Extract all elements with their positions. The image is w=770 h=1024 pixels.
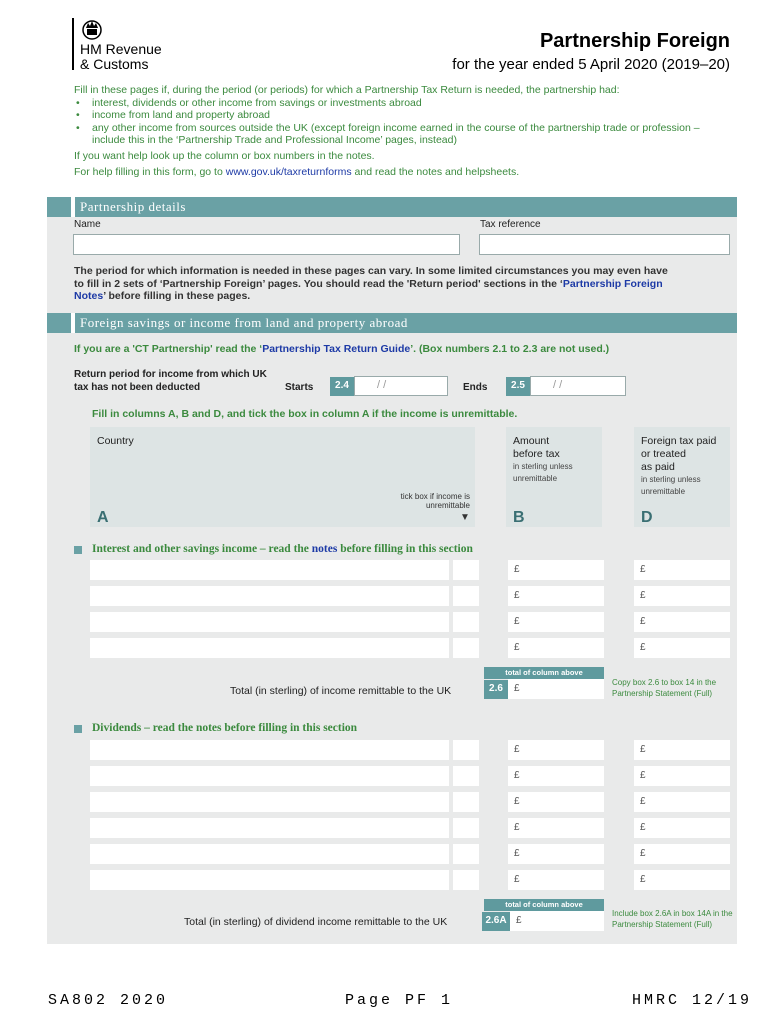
dividend-foreign-tax-field[interactable]: £ xyxy=(634,792,730,812)
logo-bar xyxy=(72,18,74,70)
name-label: Name xyxy=(74,219,101,230)
dividend-country-field[interactable] xyxy=(90,792,449,812)
dividend-foreign-tax-field[interactable]: £ xyxy=(634,766,730,786)
box-2-6-number: 2.6 xyxy=(484,680,508,699)
intro-help2: For help filling in this form, go to www.gov.uk/taxreturnforms and read the notes and helpsheets. xyxy=(74,165,520,178)
interest-total-label: Total (in sterling) of income remittable to the UK xyxy=(230,685,452,697)
arrow-down-icon: ▼ xyxy=(460,512,470,523)
starts-label: Starts xyxy=(285,382,314,393)
dividend-amount-field[interactable]: £ xyxy=(508,844,604,864)
column-b-title: Amount before tax xyxy=(513,435,560,460)
page-subtitle: for the year ended 5 April 2020 (2019–20) xyxy=(452,56,730,73)
interest-copy-note: Copy box 2.6 to box 14 in the Partnership Statement (Full) xyxy=(612,678,717,698)
intro-bullet: • income from land and property abroad xyxy=(74,109,734,122)
period-note: The period for which information is needed in these pages can vary. In some limited circumstances you may even have to fill in 2 sets of ‘Partnership Foreign’ pages. You should read the 'Return period' sections in the ‘Partnership Foreign Notes’ before filling in these pages. xyxy=(74,265,668,302)
hmrc-logo-text xyxy=(80,42,162,72)
column-d-title: Foreign tax paid or treated as paid xyxy=(641,435,717,473)
intro-help1: If you want help look up the column or box numbers in the notes. xyxy=(74,149,375,162)
dividends-heading: Dividends – read the notes before filling in this section xyxy=(92,722,358,734)
dividend-amount-field[interactable]: £ xyxy=(508,766,604,786)
fill-instruction: Fill in columns A, B and D, and tick the box in column A if the income is unremittable. xyxy=(92,408,518,420)
column-d-subtitle: in sterling unless unremittable xyxy=(641,475,701,496)
interest-total-header: total of column above xyxy=(484,667,604,679)
dividend-amount-field[interactable]: £ xyxy=(508,818,604,838)
interest-country-field[interactable] xyxy=(90,638,449,658)
return-period-label: Return period for income from which UK tax has not been deducted xyxy=(74,369,267,393)
start-date-field[interactable]: / / xyxy=(354,376,448,396)
org-line2: & Customs xyxy=(80,56,149,72)
dividend-unremittable-checkbox[interactable] xyxy=(453,818,479,838)
dividend-unremittable-checkbox[interactable] xyxy=(453,870,479,890)
dividend-foreign-tax-field[interactable]: £ xyxy=(634,870,730,890)
dividend-amount-field[interactable]: £ xyxy=(508,870,604,890)
column-a-tick-hint: tick box if income is unremittable xyxy=(400,492,470,510)
intro-text xyxy=(74,84,734,178)
ends-label: Ends xyxy=(463,382,488,393)
box-2-6-field[interactable]: £ xyxy=(508,679,604,699)
dividend-country-field[interactable] xyxy=(90,740,449,760)
interest-notes-link[interactable]: notes xyxy=(311,543,338,555)
section-partnership-details: Partnership details xyxy=(47,197,737,217)
org-line1: HM Revenue xyxy=(80,41,162,57)
column-a-header xyxy=(90,427,475,527)
interest-foreign-tax-field[interactable]: £ xyxy=(634,612,730,632)
dividends-total-header: total of column above xyxy=(484,899,604,911)
dividend-amount-field[interactable]: £ xyxy=(508,792,604,812)
interest-amount-field[interactable]: £ xyxy=(508,586,604,606)
tax-return-guide-link[interactable]: Partnership Tax Return Guide xyxy=(262,343,411,355)
section-bullet-icon xyxy=(74,725,82,733)
box-2-5-number: 2.5 xyxy=(506,377,530,396)
intro-bullets xyxy=(74,97,734,147)
interest-unremittable-checkbox[interactable] xyxy=(453,612,479,632)
section-foreign-savings: Foreign savings or income from land and property abroad xyxy=(47,313,737,333)
dividends-total-label: Total (in sterling) of dividend income remittable to the UK xyxy=(184,916,448,928)
dividend-unremittable-checkbox[interactable] xyxy=(453,766,479,786)
interest-foreign-tax-field[interactable]: £ xyxy=(634,586,730,606)
crown-crest-icon xyxy=(80,18,104,40)
dividend-country-field[interactable] xyxy=(90,870,449,890)
footer-version: HMRC 12/19 xyxy=(632,992,753,1009)
column-b-subtitle: in sterling unless unremittable xyxy=(513,462,573,483)
box-2-6a-field[interactable]: £ xyxy=(510,911,604,931)
dividend-foreign-tax-field[interactable]: £ xyxy=(634,740,730,760)
page-title: Partnership Foreign xyxy=(539,30,730,52)
notes-link[interactable]: Partnership Foreign Notes xyxy=(74,277,663,302)
taxref-field[interactable] xyxy=(479,234,730,255)
interest-country-field[interactable] xyxy=(90,560,449,580)
interest-country-field[interactable] xyxy=(90,612,449,632)
interest-unremittable-checkbox[interactable] xyxy=(453,560,479,580)
box-2-4-number: 2.4 xyxy=(330,377,354,396)
dividend-country-field[interactable] xyxy=(90,818,449,838)
section-bullet-icon xyxy=(74,546,82,554)
column-a-letter: A xyxy=(97,509,109,526)
column-a-title: Country xyxy=(97,435,134,447)
interest-foreign-tax-field[interactable]: £ xyxy=(634,560,730,580)
box-2-6a-number: 2.6A xyxy=(482,912,510,931)
dividends-copy-note: Include box 2.6A in box 14A in the Partnership Statement (Full) xyxy=(612,909,733,929)
interest-heading: Interest and other savings income – read the notes before filling in this section xyxy=(92,543,473,555)
dividend-amount-field[interactable]: £ xyxy=(508,740,604,760)
dividend-country-field[interactable] xyxy=(90,766,449,786)
ct-partnership-note: If you are a 'CT Partnership' read the ‘Partnership Tax Return Guide’. (Box numbers 2.1 to 2.3 are not used.) xyxy=(74,343,610,355)
dividend-unremittable-checkbox[interactable] xyxy=(453,844,479,864)
intro-lead: Fill in these pages if, during the period (or periods) for which a Partnership Tax Return is needed, the partnership had: xyxy=(74,84,620,96)
dividend-foreign-tax-field[interactable]: £ xyxy=(634,818,730,838)
interest-amount-field[interactable]: £ xyxy=(508,638,604,658)
interest-foreign-tax-field[interactable]: £ xyxy=(634,638,730,658)
dividend-unremittable-checkbox[interactable] xyxy=(453,740,479,760)
dividend-country-field[interactable] xyxy=(90,844,449,864)
footer-page: Page PF 1 xyxy=(345,992,454,1009)
intro-bullet: • interest, dividends or other income from savings or investments abroad xyxy=(74,97,734,110)
interest-unremittable-checkbox[interactable] xyxy=(453,586,479,606)
dividend-unremittable-checkbox[interactable] xyxy=(453,792,479,812)
interest-amount-field[interactable]: £ xyxy=(508,560,604,580)
name-field[interactable] xyxy=(73,234,460,255)
interest-amount-field[interactable]: £ xyxy=(508,612,604,632)
taxref-label: Tax reference xyxy=(480,219,541,230)
column-b-letter: B xyxy=(513,509,525,526)
end-date-field[interactable]: / / xyxy=(530,376,626,396)
footer-form-code: SA802 2020 xyxy=(48,992,169,1009)
gov-link[interactable]: www.gov.uk/taxreturnforms xyxy=(225,165,352,178)
interest-country-field[interactable] xyxy=(90,586,449,606)
dividend-foreign-tax-field[interactable]: £ xyxy=(634,844,730,864)
interest-unremittable-checkbox[interactable] xyxy=(453,638,479,658)
column-d-letter: D xyxy=(641,509,653,526)
intro-bullet: • any other income from sources outside the UK (except foreign income earned in the course of the partnership trade or profession – include this in the ‘Partnership Trade and Professional Income’ pages, instead) xyxy=(74,122,734,147)
